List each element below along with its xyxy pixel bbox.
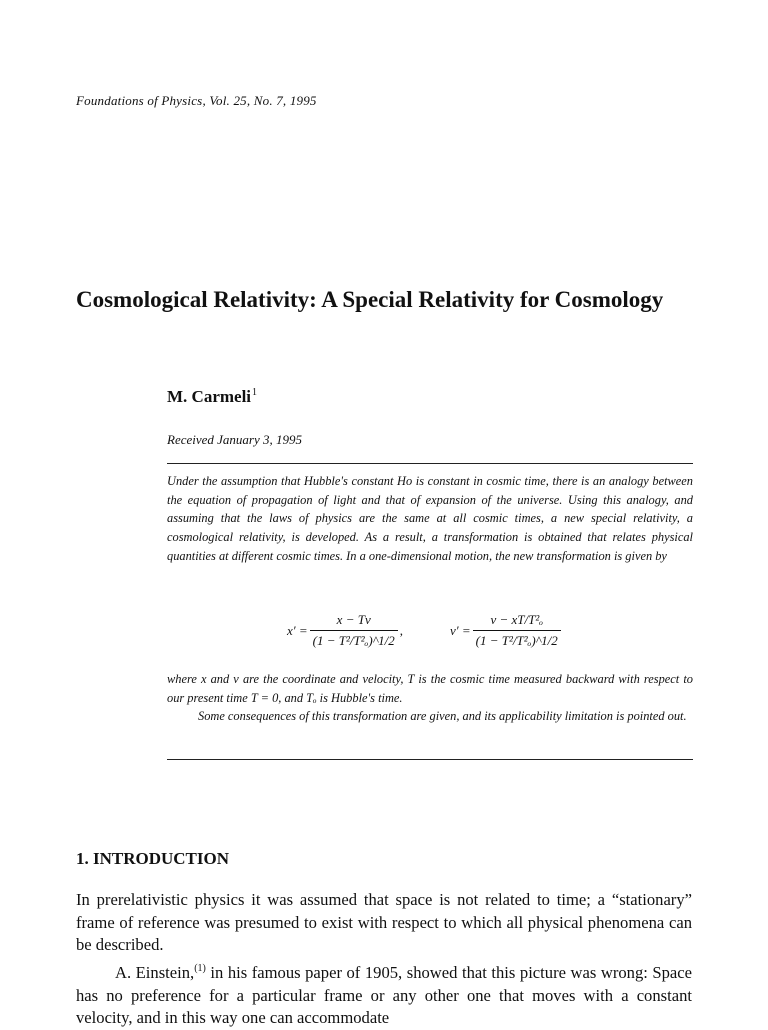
body-p2-rest: in his famous paper of 1905, showed that this picture was wrong: Space has no preference for a particular frame or any other one that moves with a constant velocity, and in this way one can accommodate [76,963,693,1028]
abstract-p2-text: where x and v are the coordinate and velocity, T is the cosmic time measured backward with respect to our present time T = 0, and Tₒ is Hubble's time. [167,672,693,705]
equation-v-prime [450,612,561,649]
received-date: Received January 3, 1995 [167,432,303,447]
eq1-fraction [310,612,398,649]
equation-x-prime [287,612,403,649]
abstract-equations [287,612,587,656]
abstract-paragraph-1: Under the assumption that Hubble's constant Ho is constant in cosmic time, there is an analogy between the equation of propagation of light and that of expansion of the universe. Using this analogy, and assuming that the laws of physics are the same at all cosmic times, a new special relativity, a cosmological relativity, is developed. As a result, a transformation is obtained that relates physical quantities at different cosmic times. In a one-dimensional motion, the new transformation is given by [167,474,693,563]
body-paragraph-1: In prerelativistic physics it was assumed that space is not related to time; a “stationary” frame of reference was presumed to exist with respect to which all physical phenomena can be described. [76,890,692,955]
eq1-denominator: (1 − T²/T²ₒ)^1/2 [310,630,398,649]
abstract-paragraph-2 [167,670,693,726]
body-paragraph-2 [76,958,692,1030]
eq1-trail: , [399,622,403,638]
author-name: M. Carmeli [167,387,252,406]
affiliation-mark: 1 [252,387,258,398]
abstract-rule-bottom [167,759,693,760]
eq2-fraction [473,612,561,649]
body-p2-start: A. Einstein, [115,963,195,982]
reference-mark: (1) [194,963,206,974]
section-heading: 1. INTRODUCTION [76,849,230,869]
paper-title: Cosmological Relativity: A Special Relativity for Cosmology [76,287,664,312]
eq1-lhs: x′ = [287,622,308,638]
abstract-rule-top [167,463,693,464]
eq1-numerator: x − Tv [336,612,371,627]
eq2-numerator: v − xT/T²ₒ [490,612,543,627]
eq2-lhs: v′ = [450,622,471,638]
author-line [167,387,257,407]
abstract-p3-text: Some consequences of this transformation are given, and its applicability limitation is pointed out. [198,709,687,724]
eq2-denominator: (1 − T²/T²ₒ)^1/2 [473,630,561,649]
journal-citation: Foundations of Physics, Vol. 25, No. 7, 1995 [76,93,317,108]
